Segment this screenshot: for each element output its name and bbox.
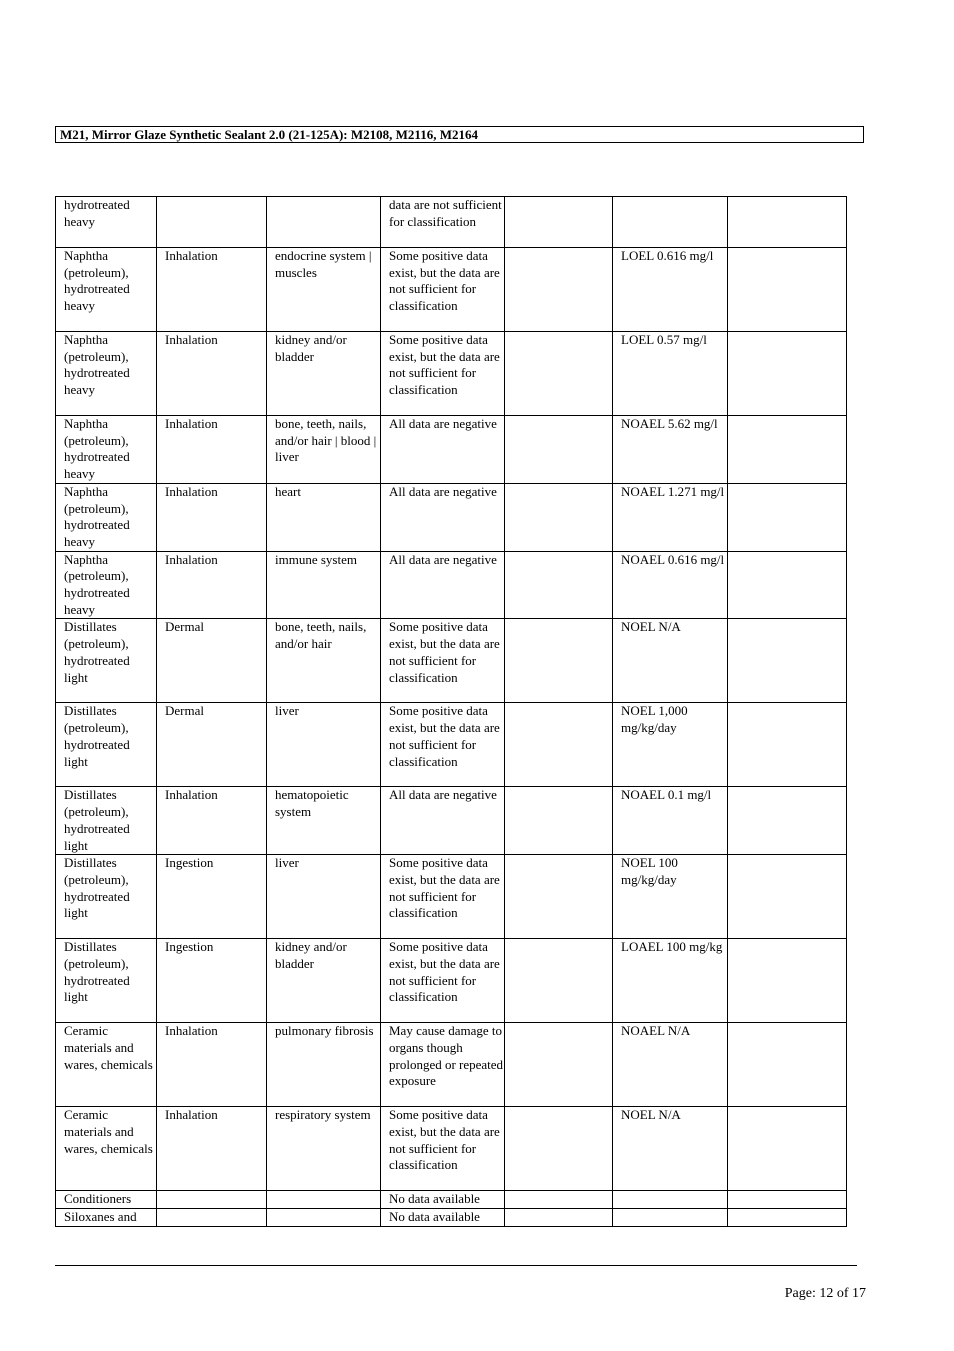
- cell-duration: [728, 197, 847, 248]
- cell-test: LOEL 0.616 mg/l: [613, 248, 728, 332]
- table-row: [56, 416, 847, 484]
- cell-name: Naphtha (petroleum), hydrotreated heavy: [56, 332, 157, 416]
- cell-duration: [728, 787, 847, 855]
- cell-route: Inhalation: [157, 416, 267, 484]
- cell-value: May cause damage to organs though prolonged or repeated exposure: [381, 1023, 505, 1107]
- cell-organ: respiratory system: [267, 1107, 381, 1191]
- cell-organ: liver: [267, 855, 381, 939]
- cell-organ: endocrine system | muscles: [267, 248, 381, 332]
- cell-value: No data available: [381, 1191, 505, 1209]
- cell-duration: [728, 248, 847, 332]
- cell-organ: bone, teeth, nails, and/or hair | blood | liver: [267, 416, 381, 484]
- cell-route: [157, 1191, 267, 1209]
- cell-species: [505, 1208, 613, 1226]
- cell-value: No data available: [381, 1208, 505, 1226]
- table-row: [56, 248, 847, 332]
- table-row: [56, 1107, 847, 1191]
- document-title: M21, Mirror Glaze Synthetic Sealant 2.0 (21-125A): M2108, M2116, M2164: [55, 126, 864, 143]
- cell-test: [613, 1208, 728, 1226]
- footer-rule: [55, 1265, 857, 1266]
- cell-route: Inhalation: [157, 1023, 267, 1107]
- table-row: [56, 332, 847, 416]
- cell-test: LOAEL 100 mg/kg: [613, 939, 728, 1023]
- cell-route: Inhalation: [157, 483, 267, 551]
- cell-duration: [728, 1191, 847, 1209]
- cell-species: [505, 551, 613, 619]
- table-row: [56, 197, 847, 248]
- cell-species: [505, 939, 613, 1023]
- cell-value: All data are negative: [381, 483, 505, 551]
- cell-name: Distillates (petroleum), hydrotreated light: [56, 855, 157, 939]
- cell-value: Some positive data exist, but the data are not sufficient for classification: [381, 619, 505, 703]
- cell-value: All data are negative: [381, 416, 505, 484]
- cell-species: [505, 1107, 613, 1191]
- cell-name: Naphtha (petroleum), hydrotreated heavy: [56, 551, 157, 619]
- cell-value: Some positive data exist, but the data are not sufficient for classification: [381, 248, 505, 332]
- cell-test: [613, 197, 728, 248]
- cell-test: NOAEL 1.271 mg/l: [613, 483, 728, 551]
- cell-name: Ceramic materials and wares, chemicals: [56, 1023, 157, 1107]
- table-row: [56, 1023, 847, 1107]
- cell-duration: [728, 332, 847, 416]
- table-row: [56, 1208, 847, 1226]
- cell-species: [505, 703, 613, 787]
- cell-name: Distillates (petroleum), hydrotreated light: [56, 939, 157, 1023]
- cell-value: Some positive data exist, but the data are not sufficient for classification: [381, 332, 505, 416]
- table-row: [56, 939, 847, 1023]
- cell-species: [505, 483, 613, 551]
- cell-duration: [728, 1023, 847, 1107]
- cell-test: NOAEL 0.616 mg/l: [613, 551, 728, 619]
- cell-value: All data are negative: [381, 551, 505, 619]
- page-number: Page: 12 of 17: [784, 1286, 866, 1301]
- cell-organ: heart: [267, 483, 381, 551]
- cell-route: Inhalation: [157, 1107, 267, 1191]
- cell-test: NOAEL 0.1 mg/l: [613, 787, 728, 855]
- cell-duration: [728, 416, 847, 484]
- cell-species: [505, 787, 613, 855]
- cell-route: Ingestion: [157, 939, 267, 1023]
- cell-value: data are not sufficient for classification: [381, 197, 505, 248]
- cell-organ: liver: [267, 703, 381, 787]
- cell-value: All data are negative: [381, 787, 505, 855]
- cell-duration: [728, 855, 847, 939]
- cell-organ: [267, 197, 381, 248]
- table-row: [56, 855, 847, 939]
- cell-route: [157, 1208, 267, 1226]
- cell-value: Some positive data exist, but the data are not sufficient for classification: [381, 939, 505, 1023]
- cell-name: Naphtha (petroleum), hydrotreated heavy: [56, 248, 157, 332]
- cell-name: Conditioners: [56, 1191, 157, 1209]
- cell-test: NOEL N/A: [613, 1107, 728, 1191]
- table-row: [56, 787, 847, 855]
- cell-duration: [728, 703, 847, 787]
- cell-name: Distillates (petroleum), hydrotreated light: [56, 787, 157, 855]
- cell-route: [157, 197, 267, 248]
- cell-name: Naphtha (petroleum), hydrotreated heavy: [56, 416, 157, 484]
- cell-test: NOAEL N/A: [613, 1023, 728, 1107]
- table-row: [56, 551, 847, 619]
- cell-route: Ingestion: [157, 855, 267, 939]
- cell-name: Naphtha (petroleum), hydrotreated heavy: [56, 483, 157, 551]
- cell-route: Inhalation: [157, 787, 267, 855]
- cell-organ: kidney and/or bladder: [267, 332, 381, 416]
- cell-test: NOAEL 5.62 mg/l: [613, 416, 728, 484]
- cell-species: [505, 248, 613, 332]
- cell-species: [505, 1191, 613, 1209]
- cell-organ: pulmonary fibrosis: [267, 1023, 381, 1107]
- cell-species: [505, 1023, 613, 1107]
- table-row: [56, 1191, 847, 1209]
- table-row: [56, 703, 847, 787]
- cell-organ: hematopoietic system: [267, 787, 381, 855]
- cell-route: Inhalation: [157, 332, 267, 416]
- cell-species: [505, 855, 613, 939]
- cell-duration: [728, 1208, 847, 1226]
- cell-value: Some positive data exist, but the data are not sufficient for classification: [381, 703, 505, 787]
- cell-duration: [728, 619, 847, 703]
- cell-route: Dermal: [157, 619, 267, 703]
- table-row: [56, 619, 847, 703]
- table-row: [56, 483, 847, 551]
- cell-organ: kidney and/or bladder: [267, 939, 381, 1023]
- toxicity-table: [55, 196, 847, 1227]
- cell-value: Some positive data exist, but the data are not sufficient for classification: [381, 855, 505, 939]
- cell-species: [505, 197, 613, 248]
- cell-name: Distillates (petroleum), hydrotreated light: [56, 703, 157, 787]
- cell-test: NOEL N/A: [613, 619, 728, 703]
- cell-value: Some positive data exist, but the data are not sufficient for classification: [381, 1107, 505, 1191]
- cell-name: Ceramic materials and wares, chemicals: [56, 1107, 157, 1191]
- cell-test: NOEL 1,000 mg/kg/day: [613, 703, 728, 787]
- cell-test: NOEL 100 mg/kg/day: [613, 855, 728, 939]
- cell-organ: [267, 1191, 381, 1209]
- cell-route: Dermal: [157, 703, 267, 787]
- cell-species: [505, 332, 613, 416]
- cell-test: [613, 1191, 728, 1209]
- cell-duration: [728, 551, 847, 619]
- cell-name: Distillates (petroleum), hydrotreated light: [56, 619, 157, 703]
- cell-organ: immune system: [267, 551, 381, 619]
- cell-route: Inhalation: [157, 248, 267, 332]
- cell-test: LOEL 0.57 mg/l: [613, 332, 728, 416]
- cell-species: [505, 416, 613, 484]
- cell-duration: [728, 939, 847, 1023]
- cell-organ: bone, teeth, nails, and/or hair: [267, 619, 381, 703]
- cell-duration: [728, 483, 847, 551]
- cell-name: hydrotreated heavy: [56, 197, 157, 248]
- cell-species: [505, 619, 613, 703]
- cell-organ: [267, 1208, 381, 1226]
- cell-duration: [728, 1107, 847, 1191]
- cell-name: Siloxanes and: [56, 1208, 157, 1226]
- cell-route: Inhalation: [157, 551, 267, 619]
